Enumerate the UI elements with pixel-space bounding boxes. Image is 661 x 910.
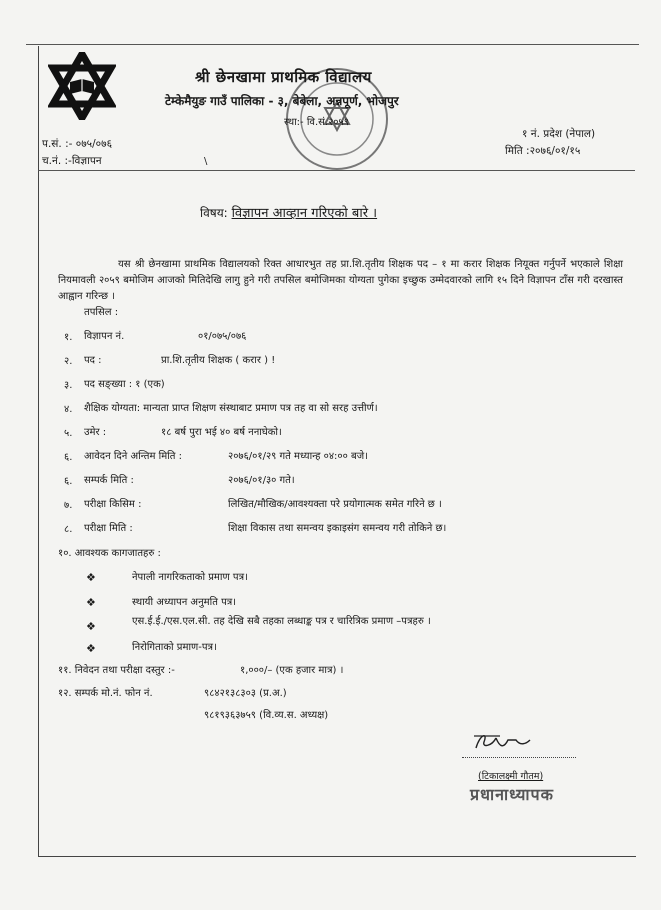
item-value: शिक्षा विकास तथा समन्वय इकाइसंग समन्वय गरी तोकिने छ। (228, 523, 447, 534)
stray-mark: \ (204, 156, 208, 167)
item-label: आवेदन दिने अन्तिम मिति : (84, 451, 183, 462)
item-value: प्रा.शि.तृतीय शिक्षक ( करार ) ! (161, 355, 276, 366)
item-label: सम्पर्क मिति : (84, 475, 134, 486)
item-number: ३. (64, 380, 73, 391)
fee-label: ११. निवेदन तथा परीक्षा दस्तुर :- (58, 665, 175, 676)
fee-value: १,०००/– (एक हजार मात्र) । (240, 665, 344, 676)
designation-stamp: प्रधानाध्यापक (470, 785, 554, 804)
item-label: परीक्षा मिति : (84, 523, 133, 534)
signatory-name: (टिकालक्ष्मी गौतम) (478, 771, 544, 782)
item-value: ०१/०७५/०७६ (198, 331, 247, 342)
school-name: श्री छेनखामा प्राथमिक विद्यालय (195, 68, 372, 86)
established-year: स्था:- वि.सं.२०५९ (284, 117, 349, 128)
document-item: निरोगिताको प्रमाण-पत्र। (132, 642, 217, 653)
bullet-icon: ❖ (86, 620, 96, 633)
subject-text: विज्ञापन आव्हान गरिएको बारे । (231, 206, 378, 221)
reference-number: प.सं. :- ०७५/०७६ (42, 138, 113, 150)
item-value: १८ बर्ष पुरा भई ४० बर्ष ननाघेको। (161, 427, 282, 438)
tapasil-heading: तपसिल : (84, 307, 119, 318)
item-value: लिखित/मौखिक/आवश्यक्ता परे प्रयोगात्मक समेत गरिने छ । (228, 499, 442, 510)
contact-phone-headteacher: ९८४२१३८३०३ (प्र.अ.) (204, 688, 287, 699)
item-label: शैक्षिक योग्यता: मान्यता प्राप्त शिक्षण संस्थाबाट प्रमाण पत्र तह वा सो सरह उत्तीर्ण। (84, 403, 378, 414)
item-label: विज्ञापन नं. (84, 331, 125, 342)
item-number: १. (64, 332, 73, 343)
item-number: ८. (64, 524, 73, 535)
item-number: ५. (64, 428, 73, 439)
item-number: ४. (64, 404, 73, 415)
item-label: पद सङ्ख्या : १ (एक) (84, 379, 165, 390)
item-value: २०७६/०१/२९ गते मध्यान्ह ०४:०० बजे। (228, 451, 368, 462)
subject-line (200, 206, 377, 222)
top-border (26, 44, 639, 45)
documents-heading: १०. आवश्यक कागजातहरु : (58, 548, 161, 559)
signature-line (462, 757, 576, 758)
item-number: ६. (64, 452, 73, 463)
dispatch-number: च.नं. :-विज्ञापन (42, 155, 102, 167)
document-item: नेपाली नागरिकताको प्रमाण पत्र। (132, 572, 248, 583)
header-divider (38, 170, 635, 171)
bullet-icon: ❖ (86, 642, 96, 655)
school-address: टेम्केमैयुङ गाउँ पालिका - ३, बेबेला, अन्नपूर्ण, भोजपुर (165, 94, 399, 108)
letter-date: मिति :२०७६/०१/१५ (505, 145, 581, 157)
bullet-icon: ❖ (86, 571, 96, 584)
item-label: परीक्षा किसिम : (84, 499, 142, 510)
body-paragraph: यस श्री छेनखामा प्राथमिक विद्यालयको रिक्त आधारभुत तह प्रा.शि.तृतीय शिक्षक पद – १ मा करार शिक्षक नियूक्त गर्नुपर्ने भएकाले शिक्षा नियमावली २०५९ बमोजिम आजको मितिदेखि लागु हुने गरी तपसिल बमोजिमका योग्यता पुगेका इच्छुक उम्मेदवारको लागि १५ दिने विज्ञापन टाँस गरी दरखास्त आह्वान गरिन्छ । (58, 259, 623, 302)
item-number: ६. (64, 476, 73, 487)
subject-label: विषय: (200, 206, 228, 220)
item-value: २०७६/०१/३० गते। (228, 475, 295, 486)
school-logo-icon (48, 52, 116, 120)
bullet-icon: ❖ (86, 596, 96, 609)
signature-icon (470, 728, 550, 756)
item-label: उमेर : (84, 427, 107, 438)
item-number: ७. (64, 500, 73, 511)
item-number: २. (64, 356, 73, 367)
document-item: स्थायी अध्यापन अनुमति पत्र। (132, 597, 237, 608)
item-label: पद : (84, 355, 102, 366)
document-item: एस.ई.ई./एस.एल.सी. तह देखि सबै तहका लब्धाङ्क पत्र र चारित्रिक प्रमाण –पत्रहरु । (132, 616, 431, 627)
contact-phone-chairperson: ९८१९३६३७५९ (वि.व्य.स. अध्यक्ष) (204, 710, 329, 721)
province: १ नं. प्रदेश (नेपाल) (522, 128, 596, 140)
contact-label: १२. सम्पर्क मो.नं. फोन नं. (58, 688, 153, 699)
